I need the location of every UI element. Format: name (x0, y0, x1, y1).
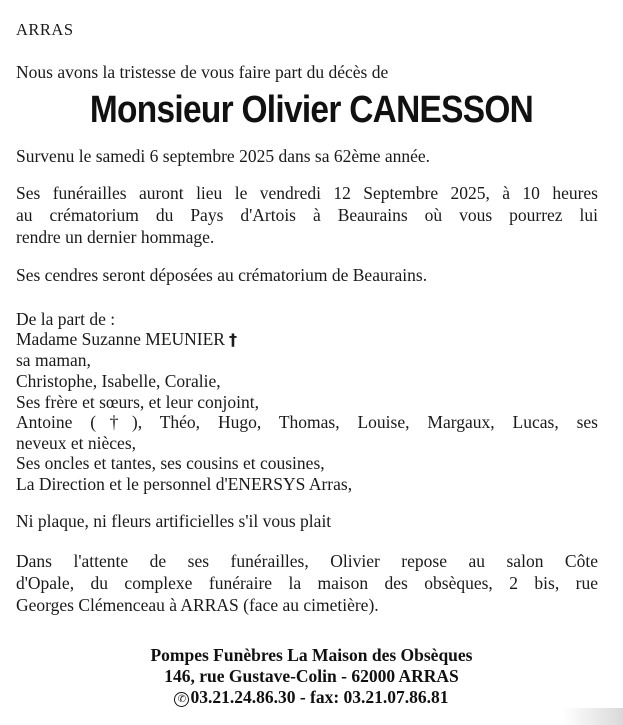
phone-circle-icon: ✆ (174, 692, 189, 707)
cross-icon: † (228, 330, 237, 349)
funeral-line-2: au crématorium du Pays d'Artois à Beaurains où vous pourrez lui (16, 205, 598, 225)
deceased-name: Monsieur Olivier CANESSON (89, 89, 534, 131)
scan-edge-shadow (563, 708, 623, 725)
funeral-home-address: 146, rue Gustave-Colin - 62000 ARRAS (164, 666, 459, 686)
ashes-text: Ses cendres seront déposées au crématorium de Beaurains. (16, 265, 428, 285)
intro-text: Nous avons la tristesse de vous faire part du décès de (16, 62, 389, 82)
rest-line-3: Georges Clémenceau à ARRAS (face au cimetière). (16, 595, 379, 615)
funeral-line-3: rendre un dernier hommage. (16, 227, 215, 247)
family-heading: De la part de : (16, 309, 116, 329)
rest-line-2: d'Opale, du complexe funéraire la maison des obsèques, 2 bis, rue (16, 573, 598, 593)
rest-paragraph (16, 550, 598, 616)
nephews-line-1: Antoine (†), Théo, Hugo, Thomas, Louise, Margaux, Lucas, ses (16, 412, 598, 432)
employer-line: La Direction et le personnel d'ENERSYS Arras, (16, 474, 353, 494)
funeral-home-contact (0, 687, 623, 708)
funeral-line-1: Ses funérailles auront lieu le vendredi 12 Septembre 2025, à 10 heures (16, 183, 598, 203)
death-date-line: Survenu le samedi 6 septembre 2025 dans sa 62ème année. (16, 146, 431, 166)
siblings-names: Christophe, Isabelle, Coralie, (16, 371, 221, 391)
mother-relation: sa maman, (16, 350, 91, 370)
rest-line-1: Dans l'attente de ses funérailles, Olivier repose au salon Côte (16, 551, 598, 571)
nephews-paragraph (16, 412, 598, 454)
mother-line (16, 329, 237, 350)
siblings-relation: Ses frère et sœurs, et leur conjoint, (16, 392, 259, 412)
funeral-paragraph (16, 182, 598, 248)
no-flowers-text: Ni plaque, ni fleurs artificielles s'il vous plait (16, 511, 332, 531)
nephews-line-2: neveux et nièces, (16, 433, 137, 453)
funeral-home-name: Pompes Funèbres La Maison des Obsèques (150, 645, 473, 665)
mother-name: Madame Suzanne MEUNIER (16, 329, 225, 349)
city-heading: ARRAS (16, 20, 74, 39)
uncles-line: Ses oncles et tantes, ses cousins et cousines, (16, 453, 325, 473)
contact-numbers: 03.21.24.86.30 - fax: 03.21.07.86.81 (190, 687, 449, 707)
